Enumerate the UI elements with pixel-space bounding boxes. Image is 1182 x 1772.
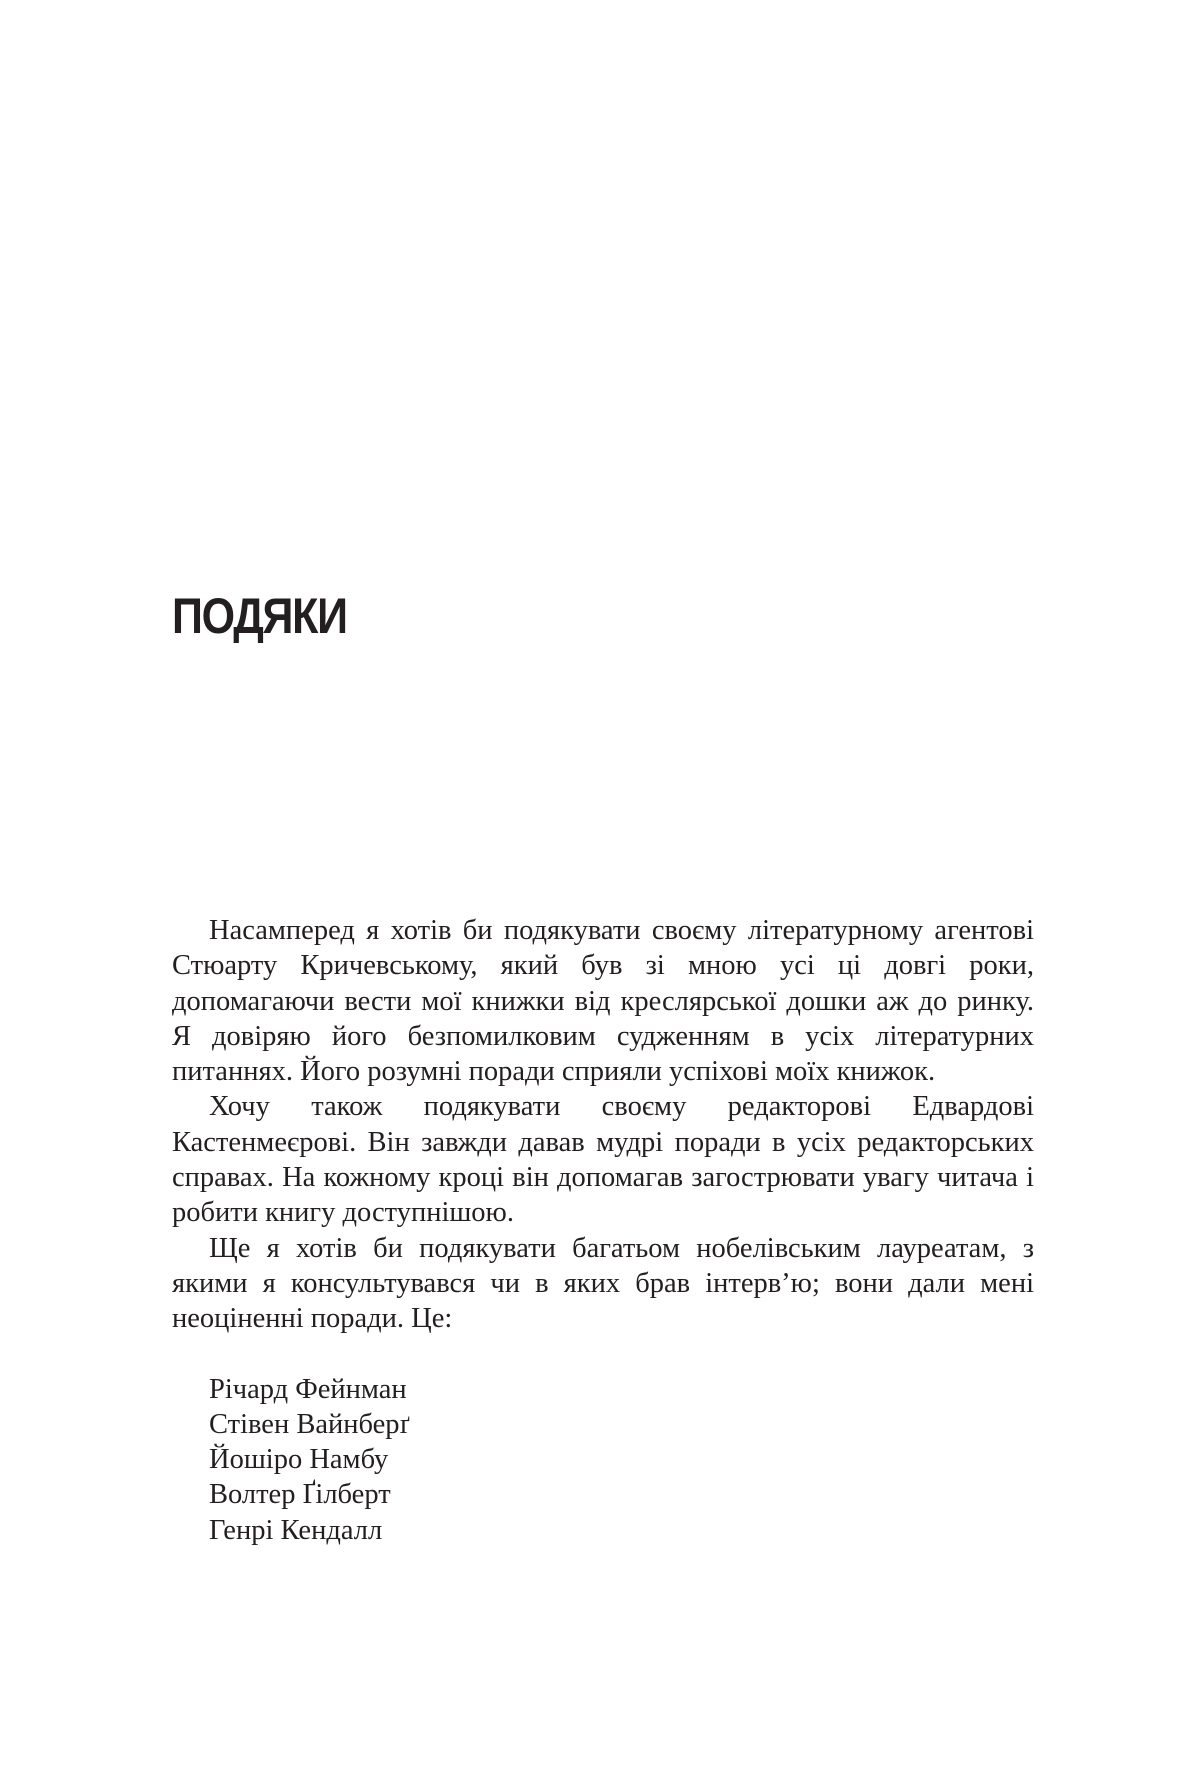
- laureate-name: Стівен Вайнберґ: [209, 1408, 410, 1440]
- laureate-name: Річард Фейнман: [209, 1373, 407, 1405]
- paragraph-laureates: Ще я хотів би подякувати багатьом нобелівським лауреатам, з якими я консультувався чи в яких брав інтерв’ю; вони дали мені неоціненні поради. Це:: [172, 1232, 1034, 1335]
- paragraph-agent: Насамперед я хотів би подякувати своєму літературному агентові Стюарту Кричевському, який був зі мною усі ці довгі роки, допомагаючи вести мої книжки від креслярської дошки аж до ринку. Я довіряю його безпомилковим судженням в усіх літературних питаннях. Його розумні поради сприяли успіхові моїх книжок.: [172, 915, 1034, 1088]
- paragraph-editor: Хочу також подякувати своєму редакторові Едвардові Кастенмеєрові. Він завжди давав мудрі поради в усіх редакторських справах. На кожному кроці він допомагав загострювати увагу читача і робити книгу доступнішою.: [172, 1091, 1034, 1229]
- laureate-name: Йошіро Намбу: [209, 1444, 389, 1476]
- acknowledgements-body: [172, 913, 1034, 1548]
- page-title: ПОДЯКИ: [172, 588, 347, 644]
- laureate-name: Волтер Ґілберт: [209, 1479, 391, 1511]
- laureate-name: Генрі Кендалл: [209, 1514, 383, 1546]
- laureates-list: [172, 1372, 1034, 1548]
